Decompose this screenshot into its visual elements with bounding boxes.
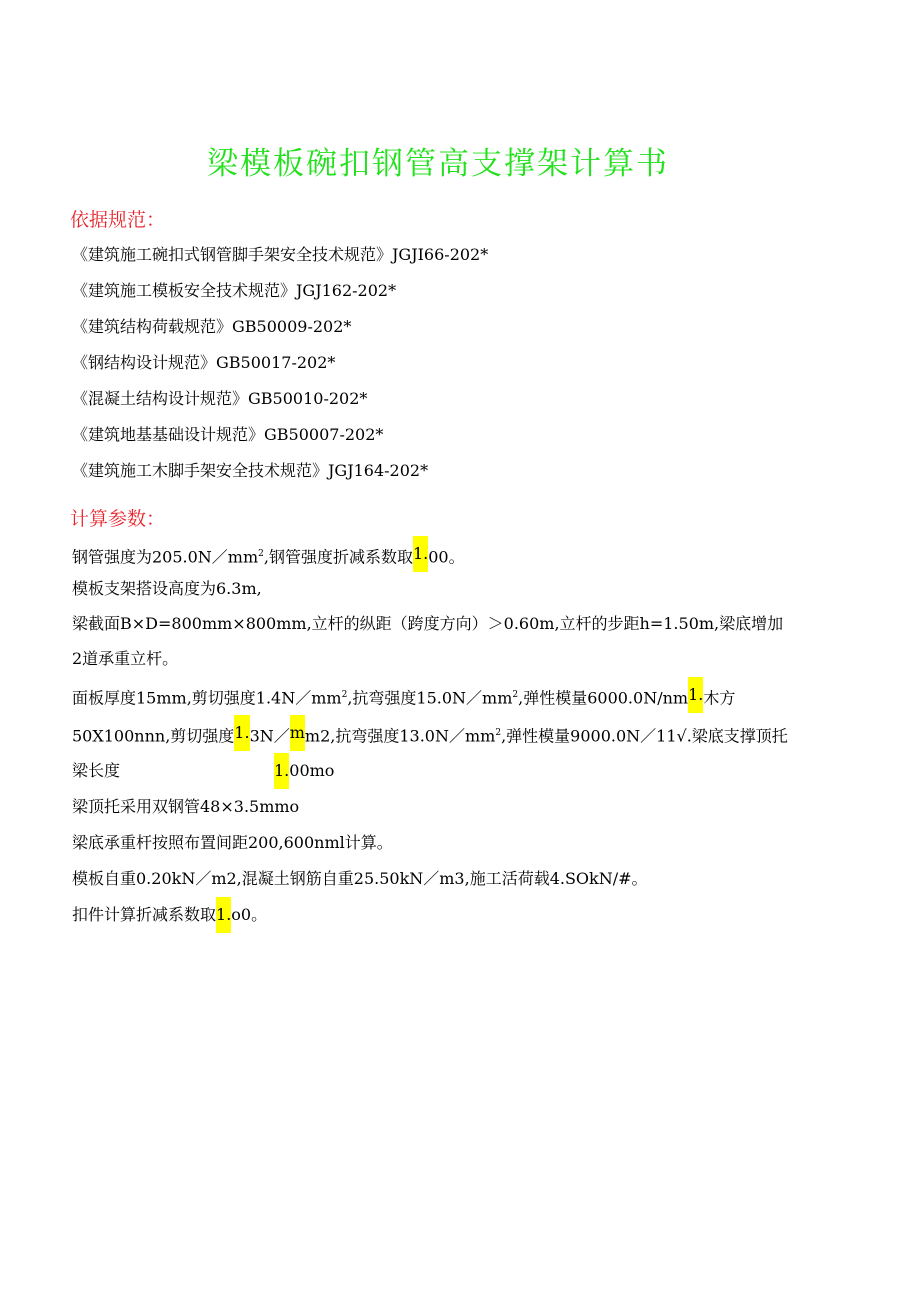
highlight: 1.: [234, 715, 249, 751]
param-timber: [72, 722, 788, 751]
text: 00mo: [289, 761, 335, 780]
text: 扣件计算折减系数取: [72, 905, 217, 924]
param-beam-section: 梁截面B×D=800mm×800mm,立杆的纵距（跨度方向）＞0.60m,立杆的步距h=1.50m,梁底增加: [72, 614, 784, 633]
reference-item: 《建筑地基基础设计规范》GB50007-202*: [72, 425, 384, 444]
text: ,弹性模量9000.0N／11√.梁底支撑顶托: [501, 726, 788, 746]
superscript: 2: [341, 690, 348, 700]
param-bearing-rod: 梁底承重杆按照布置间距200,600nml计算。: [72, 833, 393, 852]
text: 50X100nnn,剪切强度: [72, 726, 235, 746]
param-beam-length: [72, 760, 334, 789]
highlight: m: [290, 715, 305, 751]
document-title: 梁模板碗扣钢管高支撑架计算书: [207, 146, 669, 182]
text: 面板厚度15mm,剪切强度1.4N／mm: [72, 688, 342, 708]
text: 00。: [428, 547, 465, 567]
param-beam-section-cont: 2道承重立杆。: [72, 649, 179, 668]
reference-item: 《建筑施工模板安全技术规范》JGJ162-202*: [72, 281, 397, 300]
reference-item: 《混凝土结构设计规范》GB50010-202*: [72, 389, 368, 408]
text: o0。: [231, 905, 268, 924]
param-fastener: [72, 904, 267, 933]
param-loads: 模板自重0.20kN／m2,混凝土钢筋自重25.50kN／m3,施工活荷载4.SOkN/#。: [72, 869, 648, 888]
param-height: 模板支架搭设高度为6.3m,: [72, 579, 262, 598]
highlight: 1.: [274, 753, 289, 789]
text: ,弹性模量6000.0N/nm: [518, 688, 689, 708]
reference-item: 《钢结构设计规范》GB50017-202*: [72, 353, 336, 372]
superscript: 2: [512, 690, 519, 700]
reference-item: 《建筑结构荷载规范》GB50009-202*: [72, 317, 352, 336]
section-heading-params: 计算参数：: [70, 508, 166, 530]
text: ,钢管强度折减系数取: [263, 547, 413, 567]
text: ,抗弯强度15.0N／mm: [347, 688, 513, 708]
highlight: 1.: [688, 677, 703, 713]
text: 钢管强度为205.0N／mm: [72, 547, 259, 567]
superscript: 2: [258, 549, 264, 559]
text: 木方: [703, 688, 736, 708]
reference-item: 《建筑施工碗扣式钢管脚手架安全技术规范》JGJI66-202*: [72, 245, 489, 264]
text: m2,抗弯强度13.0N／mm: [304, 726, 496, 746]
param-top-support: 梁顶托采用双钢管48×3.5mmo: [72, 797, 300, 816]
text: 梁长度: [72, 761, 121, 780]
superscript: 2: [495, 728, 502, 738]
param-steel-strength: [72, 543, 465, 572]
section-heading-basis: 依据规范：: [70, 209, 166, 231]
highlight: 1.: [413, 536, 428, 572]
text: 3N／: [249, 726, 290, 746]
highlight: 1.: [216, 897, 231, 933]
param-panel: [72, 684, 735, 713]
reference-item: 《建筑施工木脚手架安全技术规范》JGJ164-202*: [72, 461, 429, 480]
